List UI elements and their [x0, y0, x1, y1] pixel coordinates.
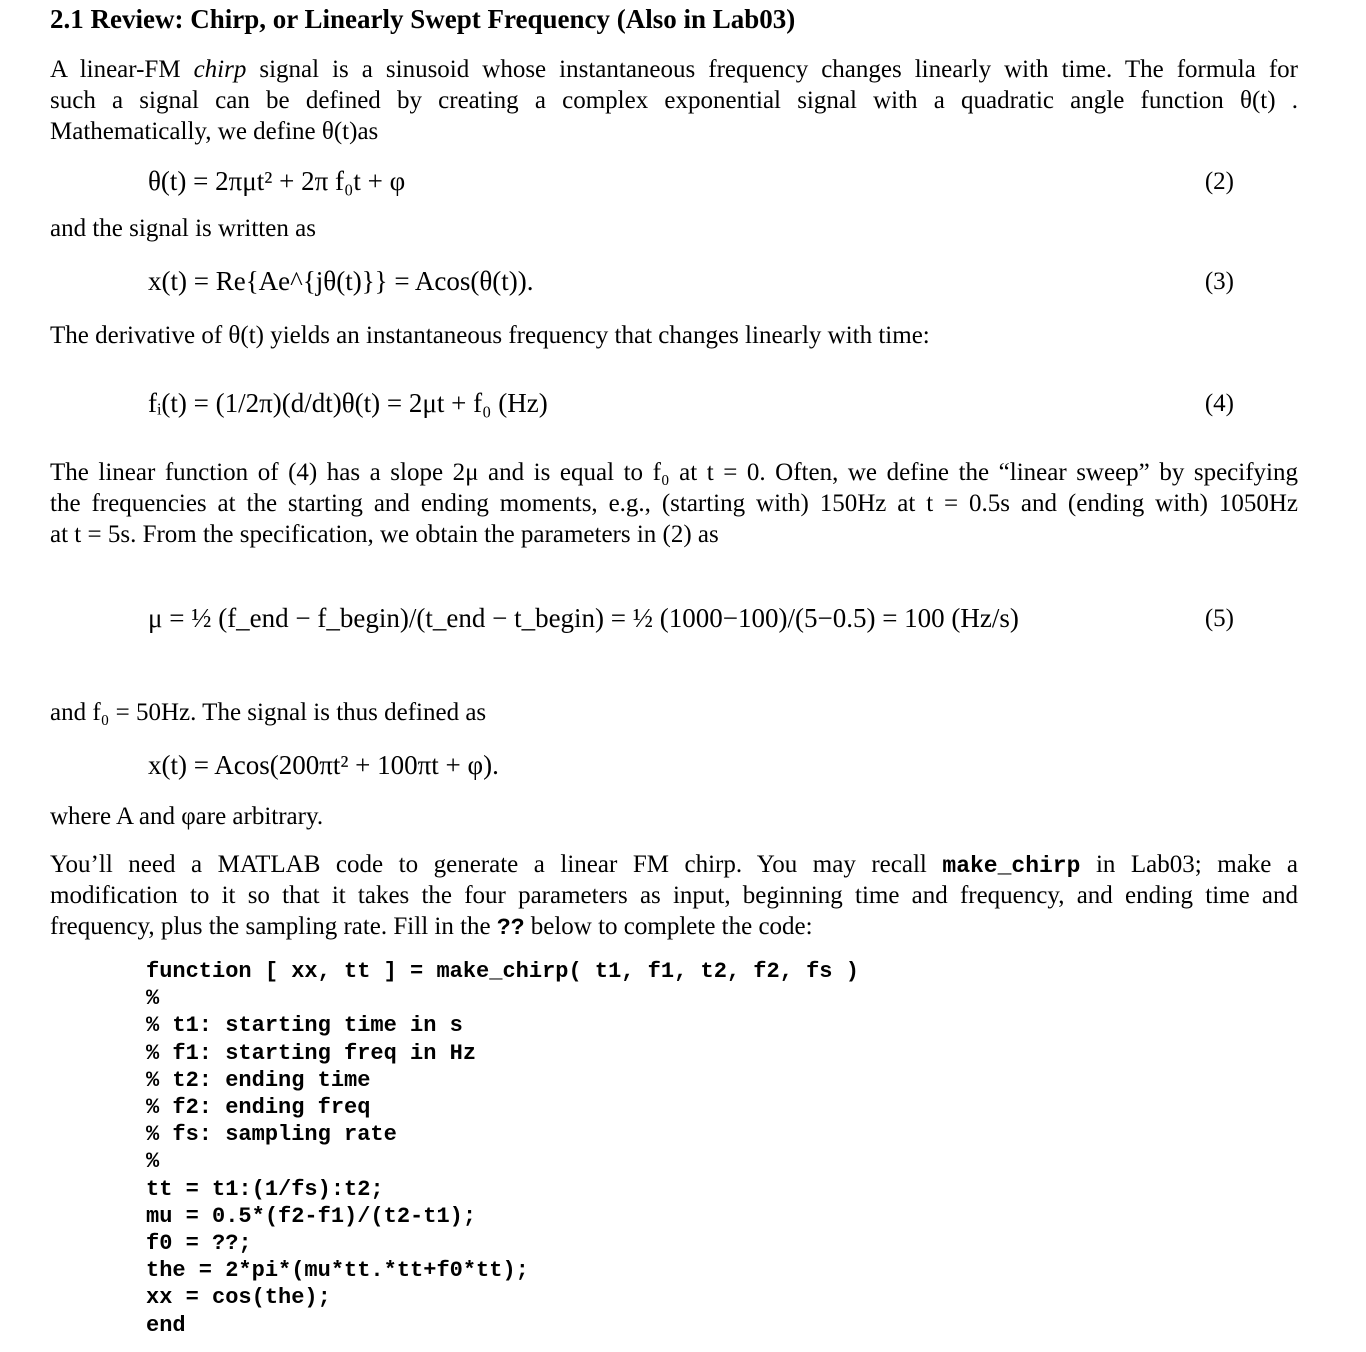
code-line: the = 2*pi*(mu*tt.*tt+f0*tt); — [146, 1258, 529, 1284]
document-page — [50, 0, 1300, 1352]
code-line: % fs: sampling rate — [146, 1122, 397, 1148]
linear-sweep-paragraph — [50, 457, 1298, 550]
equation-2 — [148, 166, 405, 197]
matlab-paragraph — [50, 849, 1298, 942]
derivative-text: The derivative of θ(t) yields an instantaneous frequency that changes linearly with time: — [50, 322, 930, 349]
code-line: % f2: ending freq — [146, 1095, 371, 1121]
linear-line-2: the frequencies at the starting and ending moments, e.g., (starting with) 150Hz at t = 0.5s and (ending with) 1050Hz — [50, 490, 1298, 517]
intro-line-1: A linear-FM chirp signal is a sinusoid whose instantaneous frequency changes linearly with time. The formula for — [50, 56, 1298, 83]
matlab-line-1: You’ll need a MATLAB code to generate a linear FM chirp. You may recall make_chirp in Lab03; make a — [50, 851, 1299, 879]
linear-line-3: at t = 5s. From the specification, we obtain the parameters in (2) as — [50, 521, 719, 548]
section-title: 2.1 Review: Chirp, or Linearly Swept Frequency (Also in Lab03) — [50, 4, 796, 34]
equation-4 — [148, 388, 548, 419]
code-line: % t2: ending time — [146, 1067, 371, 1093]
equation-3 — [148, 266, 534, 297]
equation-5-number: (5) — [1204, 605, 1234, 632]
code-line: tt = t1:(1/fs):t2; — [146, 1176, 384, 1202]
equation-3-body: x(t) = Re{Ae^{jθ(t)}} = Acos(θ(t)). — [148, 266, 534, 296]
code-line: mu = 0.5*(f2-f1)/(t2-t1); — [146, 1203, 477, 1229]
code-line: xx = cos(the); — [146, 1285, 331, 1311]
equation-4-body: fᵢ(t) = (1/2π)(d/dt)θ(t) = 2μt + f₀ (Hz) — [148, 388, 548, 418]
equation-3-number: (3) — [1204, 268, 1234, 295]
equation-5 — [148, 603, 1019, 634]
linear-line-1: The linear function of (4) has a slope 2μ and is equal to f₀ at t = 0. Often, we define the “linear sweep” by specifying — [50, 459, 1298, 486]
equation-5-body: μ = ½ (f_end − f_begin)/(t_end − t_begin) = ½ (1000−100)/(5−0.5) = 100 (Hz/s) — [148, 603, 1019, 633]
code-line: % — [146, 1149, 160, 1175]
matlab-line-2: modification to it so that it takes the four parameters as input, beginning time and frequency, and ending time and — [50, 882, 1298, 909]
intro-line-2: such a signal can be defined by creating a complex exponential signal with a quadratic angle function θ(t) . — [50, 87, 1298, 114]
matlab-line-3: frequency, plus the sampling rate. Fill in the ?? below to complete the code: — [50, 913, 813, 941]
matlab-code-block — [146, 958, 859, 1339]
code-line: % f1: starting freq in Hz — [146, 1040, 477, 1066]
inline-code-make-chirp: make_chirp — [942, 853, 1081, 879]
equation-6 — [148, 750, 499, 781]
code-line: f0 = ??; — [146, 1231, 252, 1257]
equation-2-number: (2) — [1204, 168, 1234, 195]
code-line: function [ xx, tt ] = make_chirp( t1, f1, t2, f2, fs ) — [146, 959, 859, 984]
intro-line-3: Mathematically, we define θ(t)as — [50, 118, 379, 145]
intro-paragraph — [50, 54, 1298, 147]
equation-6-body: x(t) = Acos(200πt² + 100πt + φ). — [148, 750, 499, 780]
arbitrary-text: where A and φare arbitrary. — [50, 803, 324, 830]
code-line: % — [146, 986, 160, 1012]
code-line: end — [146, 1312, 186, 1338]
equation-2-body: θ(t) = 2πμt² + 2π f₀t + φ — [148, 166, 406, 196]
inline-code-placeholder: ?? — [496, 915, 525, 941]
code-line: % t1: starting time in s — [146, 1013, 463, 1039]
signal-written-text: and the signal is written as — [50, 215, 316, 242]
equation-4-number: (4) — [1204, 390, 1234, 417]
f0-text: and f₀ = 50Hz. The signal is thus defined as — [50, 699, 487, 726]
